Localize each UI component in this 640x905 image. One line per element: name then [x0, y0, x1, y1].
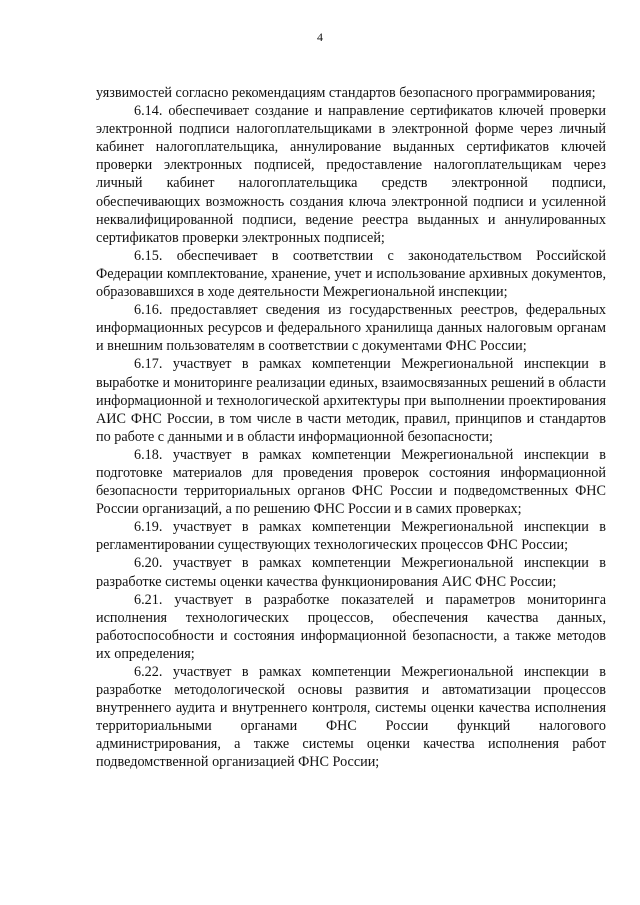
paragraph-6-22: 6.22. участвует в рамках компетенции Межрегиональной инспекции в разработке методологической основы развития и автоматизации процессов внутреннего аудита и внутреннего контроля, системы оценки качества исполнения территориальными органами ФНС России функций налогового администрирования, а также системы оценки качества исполнения работ подведомственной организацией ФНС России;: [96, 664, 606, 771]
paragraph-6-20: 6.20. участвует в рамках компетенции Межрегиональной инспекции в разработке системы оценки качества функционирования АИС ФНС России;: [96, 555, 606, 590]
paragraph-6-16: 6.16. предоставляет сведения из государственных реестров, федеральных информационных ресурсов и федерального хранилища данных налоговым органам и внешним пользователям в соответствии с документами ФНС России;: [96, 302, 606, 355]
paragraph-6-17: 6.17. участвует в рамках компетенции Межрегиональной инспекции в выработке и мониторинге реализации единых, взаимосвязанных решений в области информационной и технологической архитектуры при выполнении проектирования АИС ФНС России, в том числе в части методик, правил, принципов и стандартов по работе с данными и в области информационной безопасности;: [96, 356, 606, 445]
paragraph-continuation: уязвимостей согласно рекомендациям стандартов безопасного программирования;: [96, 85, 596, 101]
paragraph-6-19: 6.19. участвует в рамках компетенции Межрегиональной инспекции в регламентировании существующих технологических процессов ФНС России;: [96, 519, 606, 554]
paragraph-6-21: 6.21. участвует в разработке показателей и параметров мониторинга исполнения технологических процессов, обеспечения качества данных, работоспособности и состояния информационной безопасности, а также методов их определения;: [96, 591, 606, 662]
document-body: [96, 84, 606, 772]
paragraph-6-18: 6.18. участвует в рамках компетенции Межрегиональной инспекции в подготовке материалов для проведения проверок состояния информационной безопасности территориальных органов ФНС России и подведомственных ФНС России организаций, а по решению ФНС России и в самих проверках;: [96, 446, 606, 518]
paragraph-6-14: 6.14. обеспечивает создание и направление сертификатов ключей проверки электронной подписи налогоплательщиками в электронной форме через личный кабинет налогоплательщика, аннулирование выданных сертификатов ключей проверки электронных подписей, предоставление налогоплательщикам через личный кабинет налогоплательщика средств электронной подписи, обеспечивающих возможность создания ключа электронной подписи и усиленной неквалифицированной подписи, ведение реестра выданных и аннулированных сертификатов проверки электронных подписей;: [96, 103, 606, 246]
page-number: 4: [317, 30, 323, 44]
paragraph-6-15: 6.15. обеспечивает в соответствии с законодательством Российской Федерации комплектование, хранение, учет и использование архивных документов, образовавшихся в ходе деятельности Межрегиональной инспекции;: [96, 247, 606, 301]
